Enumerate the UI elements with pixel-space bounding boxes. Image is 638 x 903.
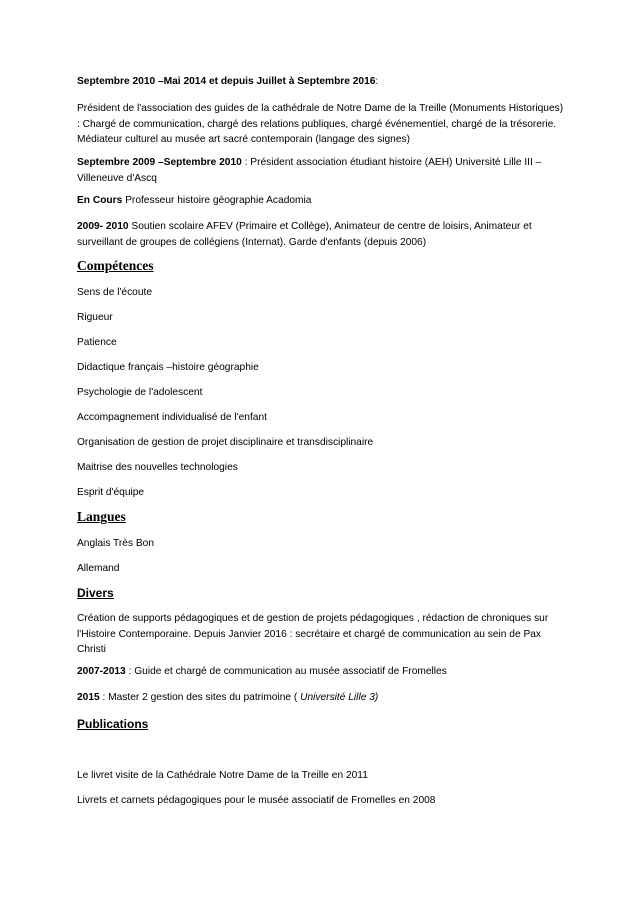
competence-item: Accompagnement individualisé de l'enfant bbox=[77, 412, 267, 423]
experience-item-2-date: Septembre 2009 –Septembre 2010 bbox=[77, 157, 242, 168]
experience-item-2-text: : Président association étudiant histoire (AEH) Université Lille III –Villeneuve d'Ascq bbox=[77, 157, 542, 184]
experience-item-1-title bbox=[77, 74, 567, 90]
experience-item-1-description: Président de l'association des guides de la cathédrale de Notre Dame de la Treille (Monuments Historiques) : Chargé de communication, chargé des relations publiques, chargé événementiel, chargé de la trésorerie. Médiateur culturel au musée art sacré contemporain (langage des signes) bbox=[77, 103, 564, 145]
langues-heading: Langues bbox=[77, 509, 126, 524]
experience-item-2 bbox=[77, 155, 567, 186]
competence-item: Esprit d'équipe bbox=[77, 487, 145, 498]
experience-item-1-date: Septembre 2010 –Mai 2014 et depuis Juillet à Septembre 2016 bbox=[77, 76, 376, 87]
competence-item: Sens de l'écoute bbox=[77, 287, 153, 298]
langue-item: Anglais Très Bon bbox=[77, 538, 155, 549]
experience-item-4-date: 2009- 2010 bbox=[77, 221, 129, 232]
langue-item: Allemand bbox=[77, 563, 120, 574]
divers-item-2-text: : Guide et chargé de communication au musée associatif de Fromelles bbox=[125, 666, 447, 677]
experience-item-3-date: En Cours bbox=[77, 195, 123, 206]
divers-item-2 bbox=[77, 664, 567, 680]
publication-item: Le livret visite de la Cathédrale Notre Dame de la Treille en 2011 bbox=[77, 770, 368, 781]
experience-item-4-text: Soutien scolaire AFEV (Primaire et Collège), Animateur de centre de loisirs, Animateur et surveillant de groupes de collégiens (Internat). Garde d'enfants (depuis 2006) bbox=[77, 221, 532, 248]
divers-item-3-date: 2015 bbox=[77, 692, 100, 703]
publications-heading: Publications bbox=[77, 717, 149, 731]
competences-heading: Compétences bbox=[77, 258, 154, 273]
publication-item: Livrets et carnets pédagogiques pour le musée associatif de Fromelles en 2008 bbox=[77, 795, 436, 806]
competence-item: Maitrise des nouvelles technologies bbox=[77, 462, 238, 473]
divers-item-2-date: 2007-2013 bbox=[77, 666, 126, 677]
divers-item-3-text: : Master 2 gestion des sites du patrimoine ( bbox=[99, 692, 301, 703]
experience-item-1-colon: : bbox=[375, 76, 379, 87]
divers-item-3-university: Université Lille 3) bbox=[300, 692, 379, 703]
divers-item-3 bbox=[77, 690, 567, 706]
experience-item-3-text: Professeur histoire géographie Acadomia bbox=[122, 195, 312, 206]
experience-item-3 bbox=[77, 193, 567, 209]
competence-item: Rigueur bbox=[77, 312, 113, 323]
competence-item: Psychologie de l'adolescent bbox=[77, 387, 203, 398]
competence-item: Organisation de gestion de projet disciplinaire et transdisciplinaire bbox=[77, 437, 374, 448]
competence-item: Patience bbox=[77, 337, 117, 348]
experience-item-4 bbox=[77, 219, 567, 250]
divers-heading: Divers bbox=[77, 586, 114, 600]
divers-item-1: Création de supports pédagogiques et de gestion de projets pédagogiques , rédaction de chroniques sur l'Histoire Contemporaine. Depuis Janvier 2016 : secrétaire et chargé de communication au sein de Pax Christi bbox=[77, 613, 549, 655]
competence-item: Didactique français –histoire géographie bbox=[77, 362, 259, 373]
